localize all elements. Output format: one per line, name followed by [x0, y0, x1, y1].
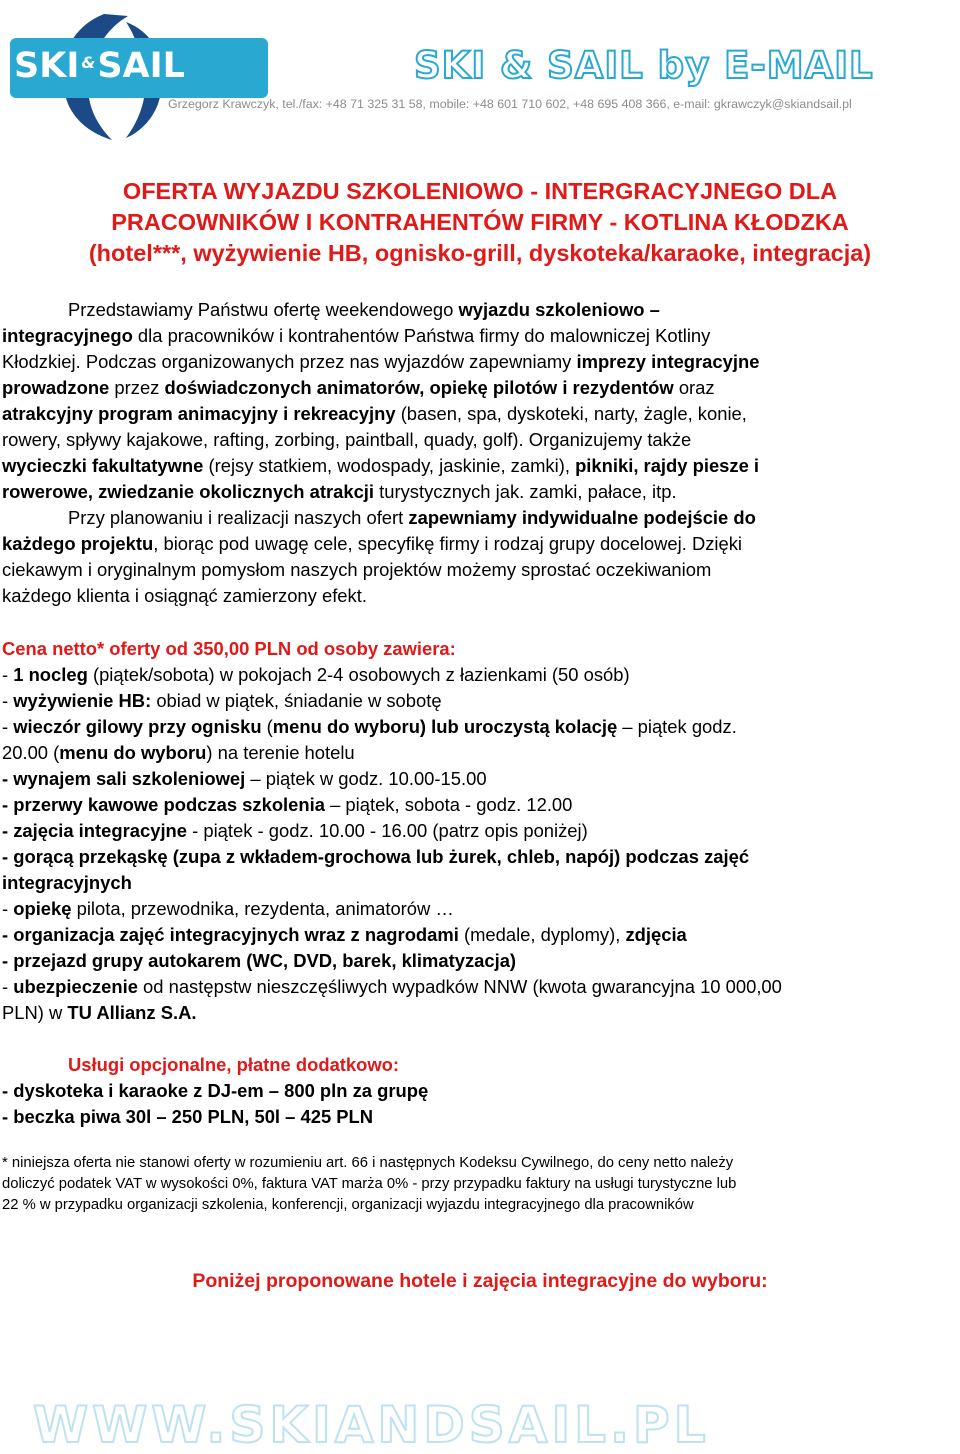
footnote-line: * niniejsza oferta nie stanowi oferty w rozumieniu art. 66 i następnych Kodeksu Cywilnego, do ceny netto należy	[2, 1155, 734, 1171]
text-line: Przy planowaniu i realizacji naszych ofert zapewniamy indywidualne podejście do	[68, 507, 756, 528]
list-item: - dyskoteka i karaoke z DJ-em – 800 pln za grupę	[2, 1080, 429, 1101]
title-line: PRACOWNIKÓW I KONTRAHENTÓW FIRMY - KOTLINA KŁODZKA	[111, 209, 849, 235]
list-item: - 1 nocleg (piątek/sobota) w pokojach 2-4 osobowych z łazienkami (50 osób)	[2, 664, 630, 685]
list-item: - zajęcia integracyjne - piątek - godz. 10.00 - 16.00 (patrz opis poniżej)	[2, 820, 588, 841]
footnote	[2, 1153, 957, 1216]
list-item: - wieczór gilowy przy ognisku (menu do wyboru) lub uroczystą kolację – piątek godz.	[2, 716, 737, 737]
offer-title	[30, 176, 930, 269]
optional-services	[2, 1052, 957, 1130]
footnote-line: 22 % w przypadku organizacji szkolenia, konferencji, organizacji wyjazdu integracyjnego dla pracowników	[2, 1197, 694, 1213]
list-item: - ubezpieczenie od następstw nieszczęśliwych wypadków NNW (kwota gwarancyjna 10 000,00	[2, 976, 782, 997]
list-item: - wyżywienie HB: obiad w piątek, śniadanie w sobotę	[2, 690, 442, 711]
closing-heading: Poniżej proponowane hotele i zajęcia integracyjne do wyboru:	[192, 1270, 768, 1292]
title-line: OFERTA WYJAZDU SZKOLENIOWO - INTERGRACYJNEGO DLA	[122, 178, 838, 204]
list-item: - gorącą przekąskę (zupa z wkładem-grochowa lub żurek, chleb, napój) podczas zajęć	[2, 846, 750, 867]
text-line: ciekawym i oryginalnym pomysłom naszych projektów możemy sprostać oczekiwaniom	[2, 559, 712, 580]
text-line: Kłodzkiej. Podczas organizowanych przez nas wyjazdów zapewniamy imprezy integracyjne	[2, 351, 760, 372]
list-item: - beczka piwa 30l – 250 PLN, 50l – 425 PLN	[2, 1106, 374, 1127]
list-item: integracyjnych	[2, 872, 132, 893]
list-item: - przerwy kawowe podczas szkolenia – piątek, sobota - godz. 12.00	[2, 794, 573, 815]
text-line: integracyjnego dla pracowników i kontrahentów Państwa firmy do malowniczej Kotliny	[2, 325, 711, 346]
intro-paragraph	[2, 297, 957, 609]
optional-heading: Usługi opcjonalne, płatne dodatkowo:	[68, 1054, 400, 1075]
text-line: każdego klienta i osiągnąć zamierzony efekt.	[2, 585, 367, 606]
list-item: 20.00 (menu do wyboru) na terenie hotelu	[2, 742, 355, 763]
logo-wordmark: SKI &SAIL	[14, 46, 185, 86]
contact-line: Grzegorz Krawczyk, tel./fax: +48 71 325 31 58, mobile: +48 601 710 602, +48 695 408 366, e-mail: gkrawczyk@skiandsail.pl	[168, 97, 852, 111]
text-line: rowerowe, zwiedzanie okolicznych atrakcji turystycznych jak. zamki, pałace, itp.	[2, 481, 677, 502]
list-item: - wynajem sali szkoleniowej – piątek w godz. 10.00-15.00	[2, 768, 487, 789]
price-section	[2, 636, 957, 1026]
text-line: prowadzone przez doświadczonych animatorów, opiekę pilotów i rezydentów oraz	[2, 377, 715, 398]
text-line: rowery, spływy kajakowe, rafting, zorbing, paintball, quady, golf). Organizujemy także	[2, 429, 692, 450]
list-item: - przejazd grupy autokarem (WC, DVD, barek, klimatyzacja)	[2, 950, 517, 971]
list-item: PLN) w TU Allianz S.A.	[2, 1002, 197, 1023]
title-line: (hotel***, wyżywienie HB, ognisko-grill, dyskoteka/karaoke, integracja)	[88, 240, 872, 266]
price-heading: Cena netto* oferty od 350,00 PLN od osoby zawiera:	[2, 638, 456, 659]
text-line: Przedstawiamy Państwu ofertę weekendowego wyjazdu szkoleniowo –	[68, 299, 660, 320]
list-item: - opiekę pilota, przewodnika, rezydenta, animatorów …	[2, 898, 454, 919]
text-line: każdego projektu, biorąc pod uwagę cele, specyfikę firmy i rodzaj grupy docelowej. Dzięki	[2, 533, 743, 554]
footer-website: WWW.SKIANDSAIL.PL	[33, 1396, 710, 1454]
list-item: - organizacja zajęć integracyjnych wraz z nagrodami (medale, dyplomy), zdjęcia	[2, 924, 687, 945]
text-line: wycieczki fakultatywne (rejsy statkiem, wodospady, jaskinie, zamki), pikniki, rajdy piesze i	[2, 455, 760, 476]
text-line: atrakcyjny program animacyjny i rekreacyjny (basen, spa, dyskoteki, narty, żagle, konie,	[2, 403, 747, 424]
brand-title: SKI & SAIL by E-MAIL	[414, 44, 874, 87]
footnote-line: doliczyć podatek VAT w wysokości 0%, faktura VAT marża 0% - przy przypadku faktury na usługi turystyczne lub	[2, 1176, 737, 1192]
